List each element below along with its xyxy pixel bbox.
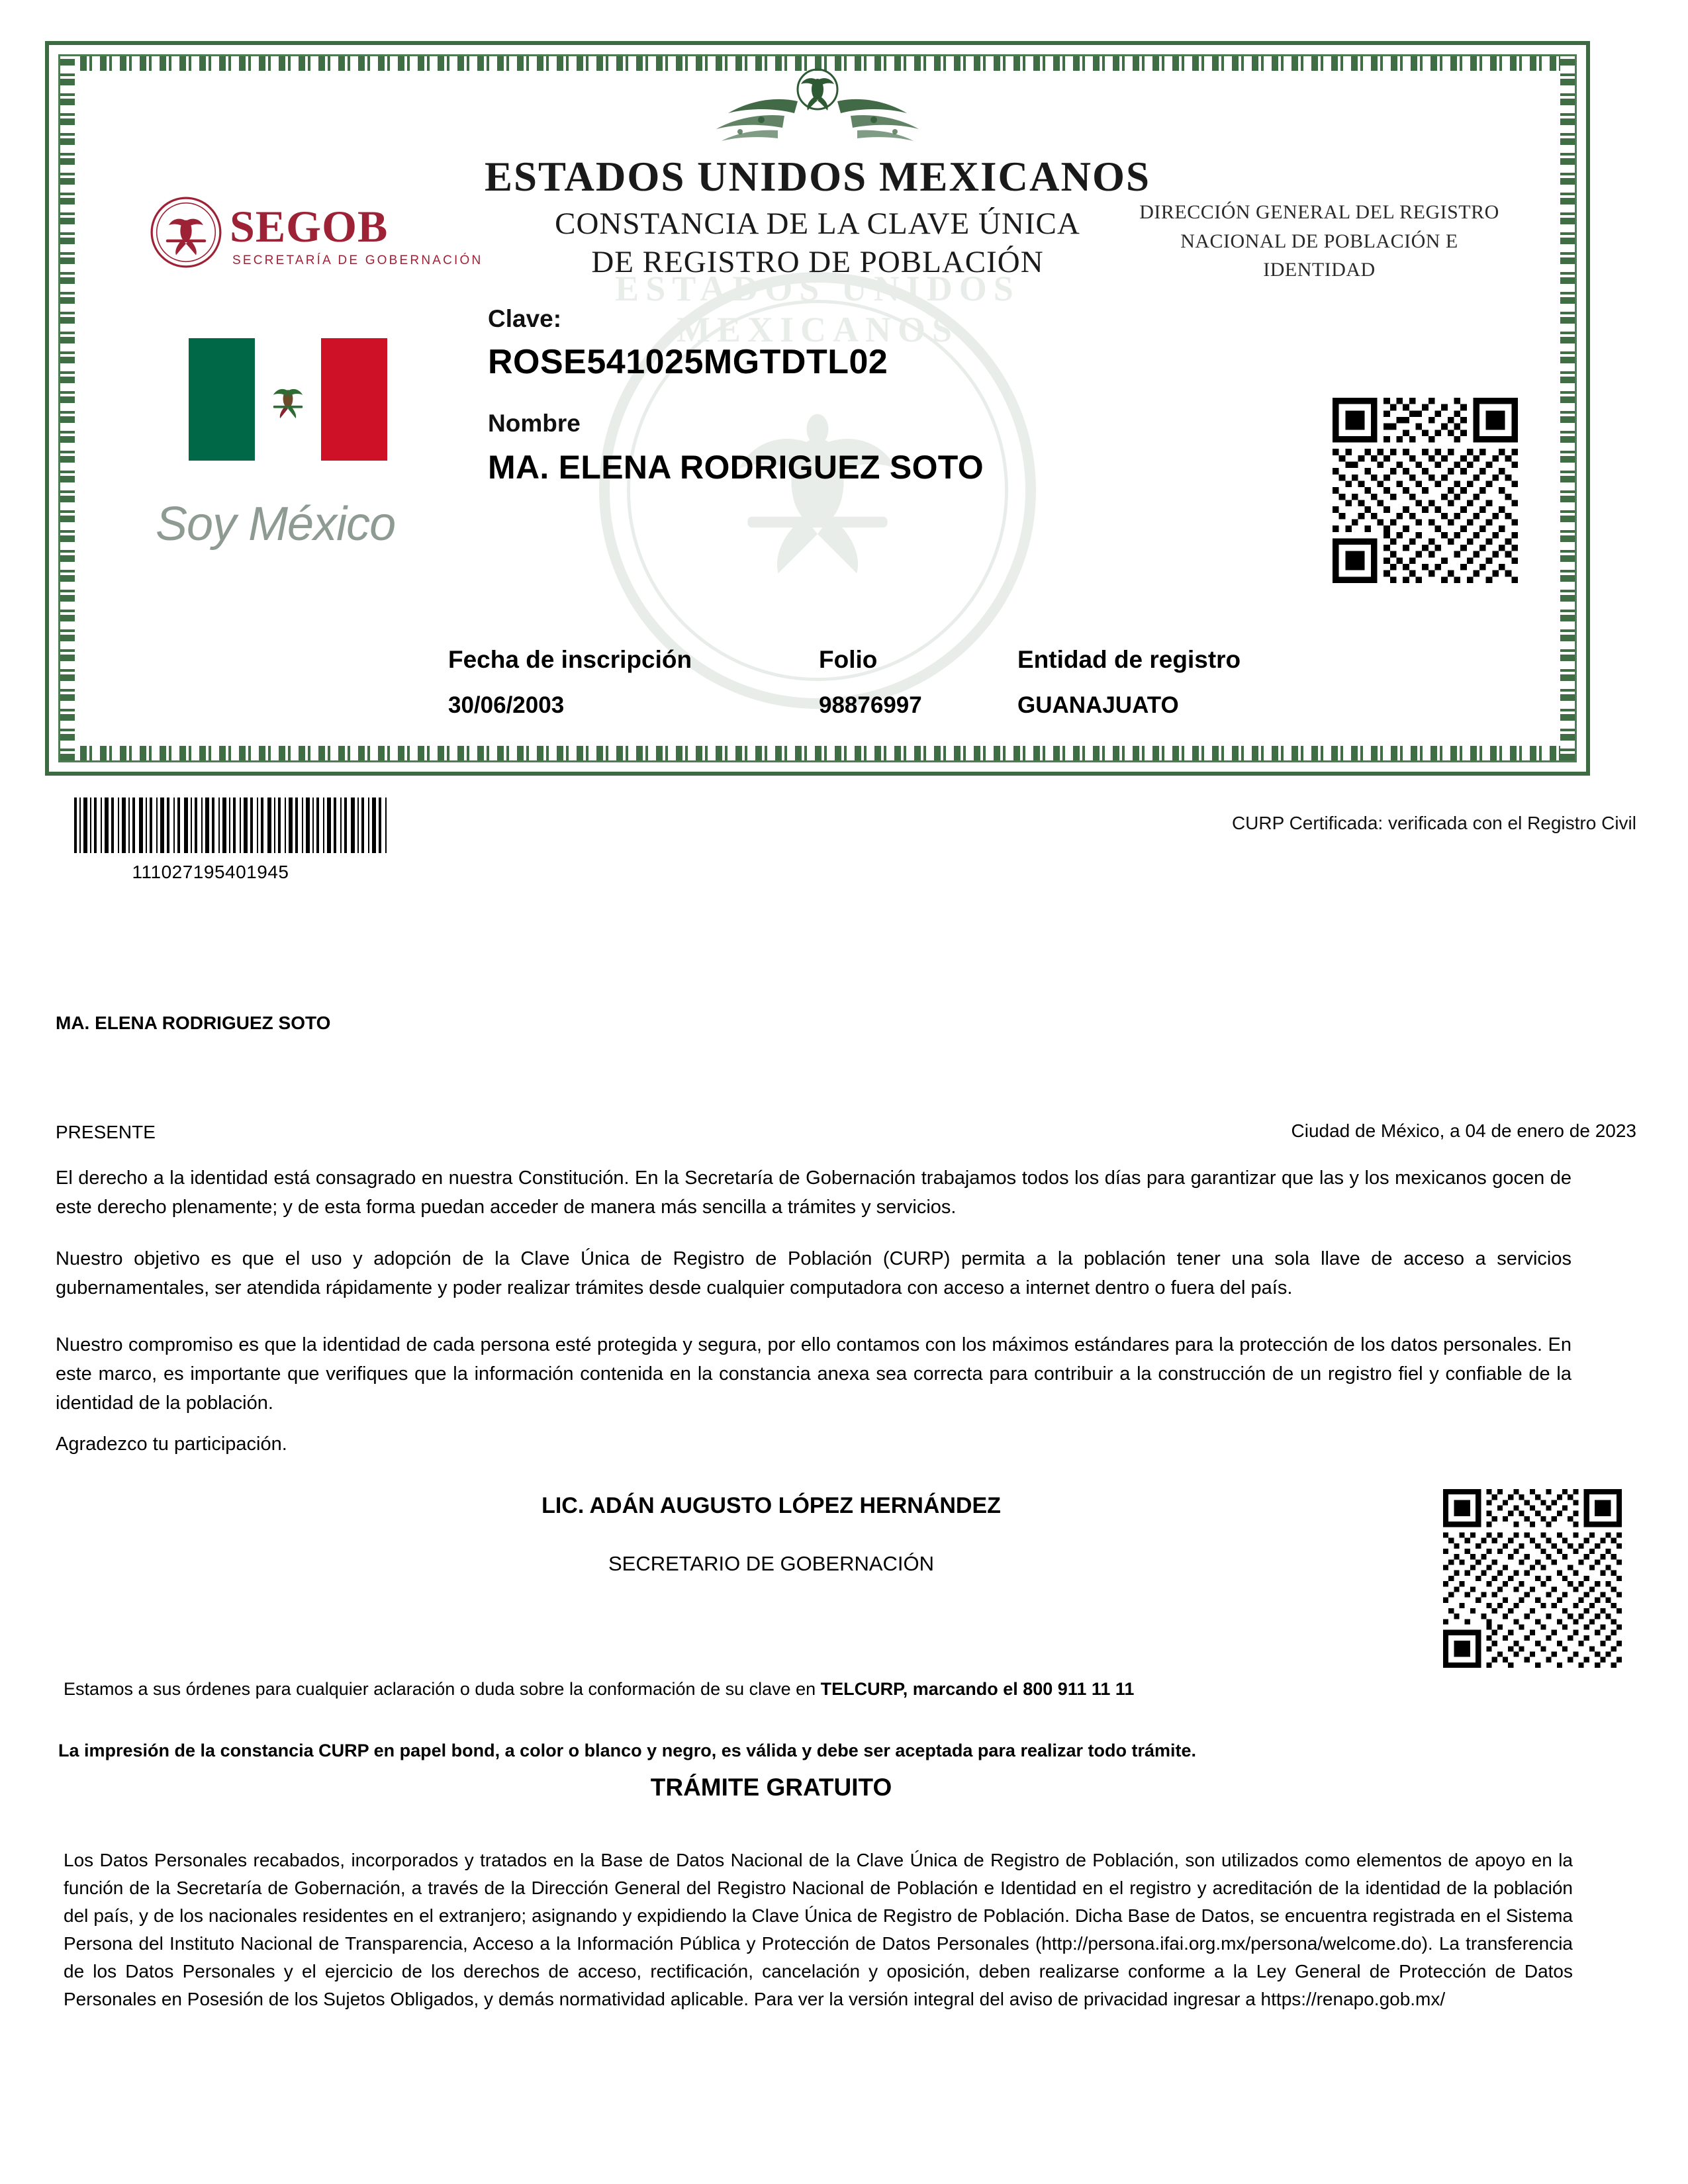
barcode-image [71, 797, 389, 853]
folio-field [819, 646, 922, 719]
signer-role: SECRETARIO DE GOBERNACIÓN [608, 1552, 935, 1575]
flag-eagle-icon [263, 375, 312, 424]
ornamental-band-right [1560, 56, 1575, 760]
certificate-inner-frame [58, 54, 1577, 762]
impresion-note: La impresión de la constancia CURP en papel bond, a color o blanco y negro, es válida y debe ser aceptada para realizar todo trámite. [58, 1741, 1197, 1760]
letter-presente: PRESENTE [56, 1122, 156, 1142]
segob-wordmark: SEGOB [230, 201, 389, 251]
dgrnp-office-name: DIRECCIÓN GENERAL DEL REGISTRO NACIONAL DE POBLACIÓN E IDENTIDAD [1139, 201, 1499, 281]
fecha-inscripcion-field [448, 646, 692, 719]
entidad-registro-label: Entidad de registro [1017, 646, 1241, 673]
document-title: ESTADOS UNIDOS MEXICANOS [484, 154, 1150, 200]
letter-paragraph-4: Agradezco tu participación. [56, 1433, 287, 1455]
watermark-text: ESTADOS UNIDOS MEXICANOS [615, 269, 1020, 349]
barcode-block [71, 797, 402, 883]
privacy-notice: Los Datos Personales recabados, incorporados y tratados en la Base de Datos Nacional de la Clave Única de Registro de Población, son utilizados como elementos de apoyo en la función de la Secretaría de Gobernación, a través de la Dirección General del Registro Nacional de Población e Identidad en el registro y acreditación de la identidad de la población del país, y de los nacionales residentes en el extranjero; asignando y expidiendo la Clave Única de Registro de Población. Dicha Base de Datos, se encuentra registrada en el Sistema Persona del Instituto Nacional de Transparencia, Acceso a la Información Pública y Protección de Datos Personales (http://persona.ifai.org.mx/persona/welcome.do). La transferencia de los Datos Personales y el ejercicio de los derechos de acceso, rectificación, cancelación y oposición, deben realizarse conforme a la Ley General de Protección de Datos Personales en Posesión de los Sujetos Obligados, y demás normatividad aplicable. Para ver la versión integral del aviso de privacidad ingresar a https://renapo.gob.mx/ [64, 1850, 1573, 2009]
clave-value: ROSE541025MGTDTL02 [488, 343, 888, 381]
curp-certificate-card [45, 41, 1590, 776]
telcurp-note-prefix: Estamos a sus órdenes para cualquier aclaración o duda sobre la conformación de su clave en [64, 1679, 821, 1699]
segob-tagline: SECRETARÍA DE GOBERNACIÓN [232, 253, 483, 267]
letter-city-date: Ciudad de México, a 04 de enero de 2023 [1291, 1120, 1636, 1141]
folio-value: 98876997 [819, 692, 922, 718]
document-subtitle-line1: CONSTANCIA DE LA CLAVE ÚNICA [555, 206, 1080, 241]
fecha-inscripcion-value: 30/06/2003 [448, 692, 565, 718]
fecha-inscripcion-label: Fecha de inscripción [448, 646, 692, 673]
telcurp-phone: TELCURP, marcando el 800 911 11 11 [820, 1679, 1135, 1699]
ornamental-band-left [60, 56, 75, 760]
tramite-gratuito-heading: TRÁMITE GRATUITO [650, 1774, 892, 1801]
national-crest-icon [662, 67, 973, 166]
qr-code-certificate [1333, 398, 1518, 583]
soy-mexico-wordmark: Soy México [156, 498, 396, 551]
document-subtitle-line2: DE REGISTRO DE POBLACIÓN [591, 245, 1044, 279]
curp-certificada-note: CURP Certificada: verificada con el Registro Civil [1231, 813, 1636, 833]
clave-label: Clave: [488, 305, 562, 332]
segob-seal-icon [150, 197, 222, 268]
entidad-registro-field [1017, 646, 1241, 719]
telcurp-note [64, 1679, 1134, 1700]
segob-logo [150, 193, 494, 279]
letter-addressee: MA. ELENA RODRIGUEZ SOTO [56, 1013, 331, 1033]
nombre-label: Nombre [488, 410, 581, 437]
letter-paragraph-3: Nuestro compromiso es que la identidad de cada persona esté protegida y segura, por ello contamos con los máximos estándares para la protección de los datos personales. En este marco, es importante que verifiques que la información contenida en la constancia anexa sea correcta para contribuir a la construcción de un registro fiel y confiable de la identidad de la población. [56, 1334, 1571, 1414]
certificate-content [77, 73, 1558, 743]
mexican-flag-icon [189, 338, 387, 461]
letter-paragraph-1: El derecho a la identidad está consagrado en nuestra Constitución. En la Secretaría de Gobernación trabajamos todos los días para garantizar que las y los mexicanos gocen de este derecho plenamente; y de esta forma puedan acceder de manera más sencilla a trámites y servicios. [56, 1167, 1571, 1218]
entidad-registro-value: GUANAJUATO [1017, 692, 1179, 718]
barcode-number: 111027195401945 [132, 862, 289, 882]
ornamental-band-bottom [60, 746, 1575, 760]
nombre-value: MA. ELENA RODRIGUEZ SOTO [488, 449, 984, 486]
signer-name: LIC. ADÁN AUGUSTO LÓPEZ HERNÁNDEZ [541, 1493, 1001, 1518]
qr-code-signature [1443, 1489, 1622, 1668]
curp-fields [488, 305, 1282, 486]
folio-label: Folio [819, 646, 878, 673]
letter-paragraph-2: Nuestro objetivo es que el uso y adopción de la Clave Única de Registro de Población (CURP) permita a la población tener una sola llave de acceso a servicios gubernamentales, ser atendida rápidamente y poder realizar trámites desde cualquier computadora con acceso a internet dentro o fuera del país. [56, 1248, 1571, 1299]
